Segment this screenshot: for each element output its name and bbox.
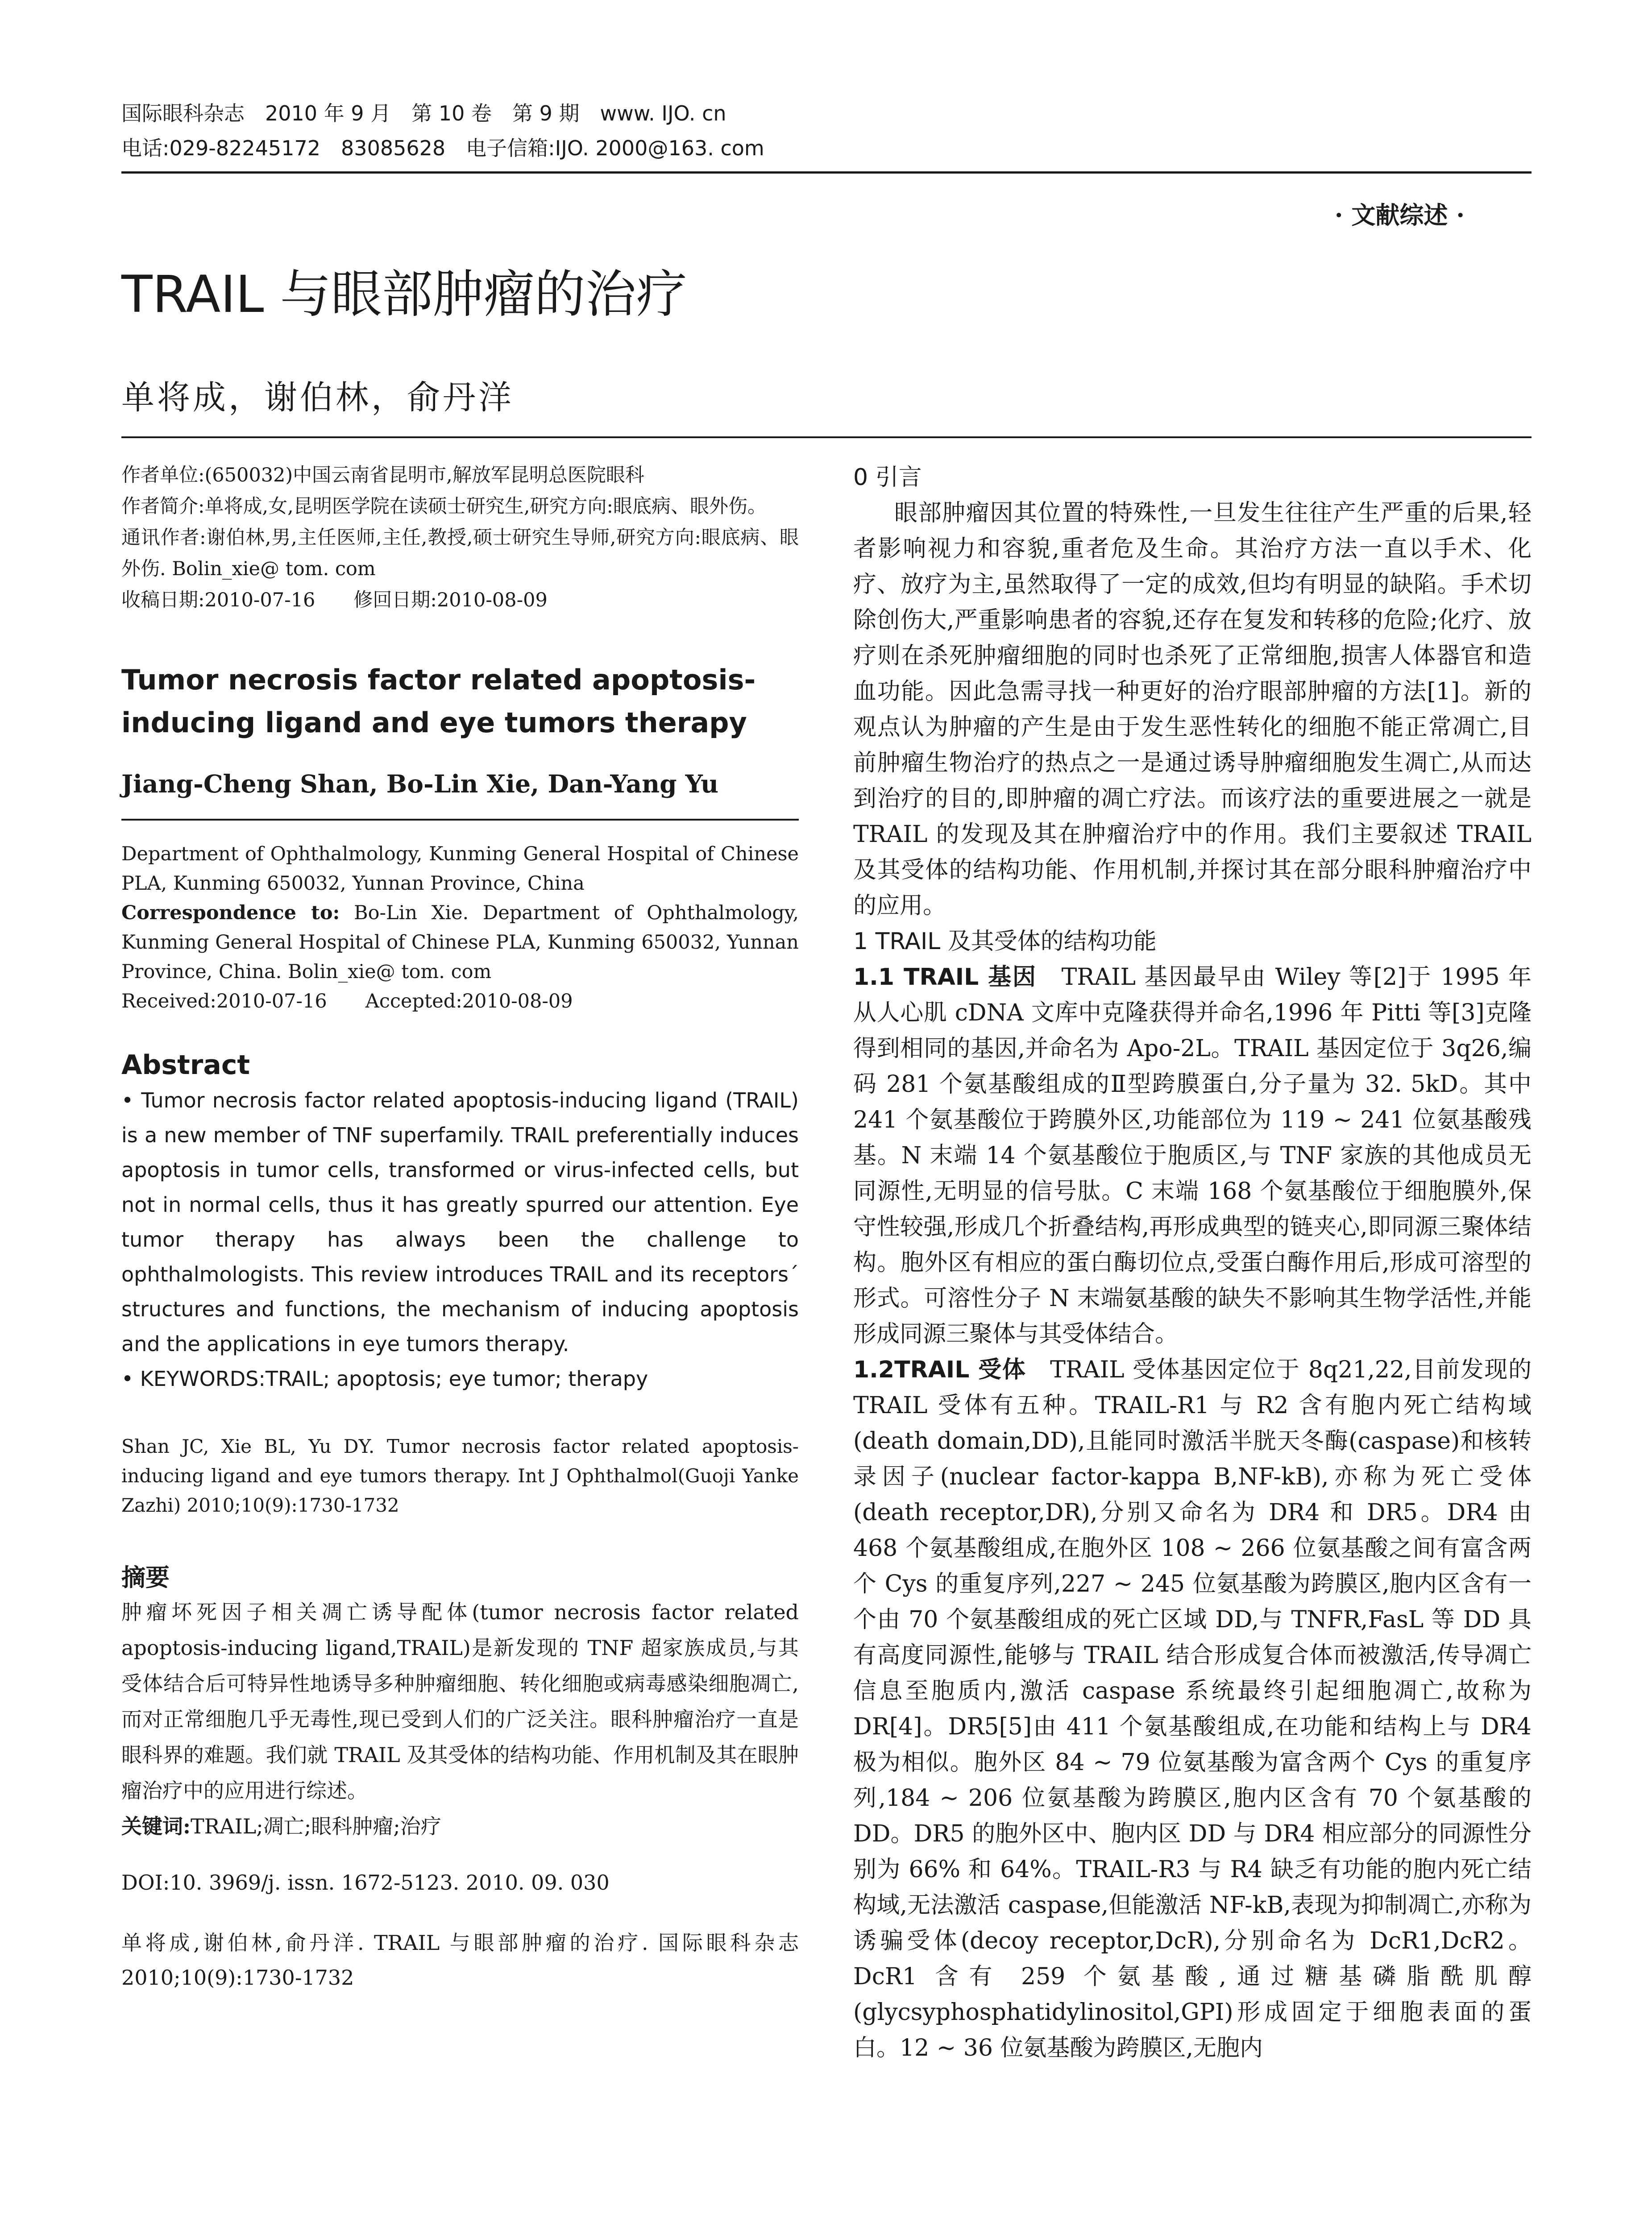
header-rule [121, 171, 1532, 174]
author-affiliation: 作者单位:(650032)中国云南省昆明市,解放军昆明总医院眼科 [121, 464, 644, 486]
section-1-1-label: 1.1 TRAIL 基因 [853, 964, 1037, 991]
correspondence-label: Correspondence to: [121, 902, 340, 924]
right-column [853, 460, 1532, 2066]
zh-keywords [121, 1808, 799, 1844]
citation-zh: 单将成,谢伯林,俞丹洋. TRAIL 与眼部肿瘤的治疗. 国际眼科杂志 2010;10(9):1730-1732 [121, 1931, 799, 1990]
zh-abstract-heading: 摘要 [121, 1563, 170, 1592]
received-dates-zh: 收稿日期:2010-07-16 修回日期:2010-08-09 [121, 589, 548, 611]
author-profile: 作者简介:单将成,女,昆明医学院在读硕士研究生,研究方向:眼底病、眼外伤。 [121, 495, 767, 518]
title-rule [121, 436, 1532, 438]
section-1-2-label: 1.2TRAIL 受体 [853, 1356, 1026, 1383]
doi: DOI:10. 3969/j. issn. 1672-5123. 2010. 09. 030 [121, 1870, 610, 1895]
intro-heading: 0 引言 [853, 464, 922, 491]
section-1-1 [853, 959, 1532, 1352]
english-title: Tumor necrosis factor related apoptosis-inducing ligand and eye tumors therapy [121, 663, 756, 739]
department: Department of Ophthalmology, Kunming General Hospital of Chinese PLA, Kunming 650032, Yunnan Province, China [121, 843, 799, 895]
abstract-heading: Abstract [121, 1049, 250, 1081]
article-authors: 单将成，谢伯林，俞丹洋 [121, 378, 514, 417]
zh-keywords-text: TRAIL;凋亡;眼科肿瘤;治疗 [190, 1814, 441, 1838]
citation-en: Shan JC, Xie BL, Yu DY. Tumor necrosis factor related apoptosis-inducing ligand and eye tumors therapy. Int J Ophthalmol(Guoji Yanke Zazhi) 2010;10(9):1730-1732 [121, 1435, 799, 1516]
corresponding-author: 通讯作者:谢伯林,男,主任医师,主任,教授,硕士研究生导师,研究方向:眼底病、眼外伤. Bolin_xie@ tom. com [121, 527, 799, 580]
intro-paragraph: 眼部肿瘤因其位置的特殊性,一旦发生往往产生严重的后果,轻者影响视力和容貌,重者危及生命。其治疗方法一直以手术、化疗、放疗为主,虽然取得了一定的成效,但均有明显的缺陷。手术切除创伤大,严重影响患者的容貌,还存在复发和转移的危险;化疗、放疗则在杀死肿瘤细胞的同时也杀死了正常细胞,损害人体器官和造血功能。因此急需寻找一种更好的治疗眼部肿瘤的方法[1]。新的观点认为肿瘤的产生是由于发生恶性转化的细胞不能正常凋亡,目前肿瘤生物治疗的热点之一是通过诱导肿瘤细胞发生凋亡,从而达到治疗的目的,即肿瘤的凋亡疗法。而该疗法的重要进展之一就是 TRAIL 的发现及其在肿瘤治疗中的作用。我们主要叙述 TRAIL 及其受体的结构功能、作用机制,并探讨其在部分眼科肿瘤治疗中的应用。 [853, 500, 1532, 919]
section-tag: · 文献综述 · [1334, 201, 1465, 229]
journal-header-line2: 电话:029-82245172 83085628 电子信箱:IJO. 2000@163. com [121, 136, 764, 160]
article-title: TRAIL 与眼部肿瘤的治疗 [121, 265, 687, 324]
correspondence [121, 898, 799, 987]
section-1-1-text: TRAIL 基因最早由 Wiley 等[2]于 1995 年从人心肌 cDNA 文库中克隆获得并命名,1996 年 Pitti 等[3]克隆得到相同的基因,并命名为 Apo-2L。TRAIL 基因定位于 3q26,编码 281 个氨基酸组成的Ⅱ型跨膜蛋白,分子量为 32. 5kD。其中 241 个氨基酸位于跨膜外区,功能部位为 119 ~ 241 位氨基酸残基。N 末端 14 个氨基酸位于胞质区,与 TNF 家族的其他成员无同源性,无明显的信号肽。C 末端 168 个氨基酸位于细胞膜外,保守性较强,形成几个折叠结构,再形成典型的链夹心,即同源三聚体结构。胞外区有相应的蛋白酶切位点,受蛋白酶作用后,形成可溶型的形式。可溶性分子 N 末端氨基酸的缺失不影响其生物学活性,并能形成同源三聚体与其受体结合。 [853, 964, 1532, 1348]
section-1-2-text: TRAIL 受体基因定位于 8q21,22,目前发现的 TRAIL 受体有五种。TRAIL-R1 与 R2 含有胞内死亡结构域(death domain,DD),且能同时激活半胱天冬酶(caspase)和核转录因子(nuclear factor-kappa B,NF-kB),亦称为死亡受体(death receptor,DR),分别又命名为 DR4 和 DR5。DR4 由 468 个氨基酸组成,在胞外区 108 ~ 266 位氨基酸之间有富含两个 Cys 的重复序列,227 ~ 245 位氨基酸为跨膜区,胞内区含有一个由 70 个氨基酸组成的死亡区域 DD,与 TNFR,FasL 等 DD 具有高度同源性,能够与 TRAIL 结合形成复合体而被激活,传导凋亡信息至胞质内,激活 caspase 系统最终引起细胞凋亡,故称为 DR[4]。DR5[5]由 411 个氨基酸组成,在功能和结构上与 DR4 极为相似。胞外区 84 ~ 79 位氨基酸为富含两个 Cys 的重复序列,184 ~ 206 位氨基酸为跨膜区,胞内区含有 70 个氨基酸的 DD。DR5 的胞外区中、胞内区 DD 与 DR4 相应部分的同源性分别为 66% 和 64%。TRAIL-R3 与 R4 缺乏有功能的胞内死亡结构域,无法激活 caspase,但能激活 NF-kB,表现为抑制凋亡,亦称为诱骗受体(decoy receptor,DcR),分别命名为 DcR1,DcR2。DcR1 含有 259 个氨基酸,通过糖基磷脂酰肌醇(glycsyphosphatidylinositol,GPI)形成固定于细胞表面的蛋白。12 ~ 36 位氨基酸为跨膜区,无胞内 [853, 1356, 1532, 2061]
abstract-text: • Tumor necrosis factor related apoptosis-inducing ligand (TRAIL) is a new member of TNF superfamily. TRAIL preferentially induces apoptosis in tumor cells, transformed or virus-infected cells, but not in normal cells, thus it has greatly spurred our attention. Eye tumor therapy has always been the challenge to ophthalmologists. This review introduces TRAIL and its receptors´ structures and functions, the mechanism of inducing apoptosis and the applications in eye tumors therapy. [121, 1088, 799, 1356]
english-authors: Jiang-Cheng Shan, Bo-Lin Xie, Dan-Yang Yu [121, 769, 799, 821]
left-column [121, 460, 799, 1995]
keywords-en: • KEYWORDS:TRAIL; apoptosis; eye tumor; therapy [121, 1367, 648, 1391]
zh-keywords-label: 关键词: [121, 1814, 191, 1838]
received-dates-en: Received:2010-07-16 Accepted:2010-08-09 [121, 990, 573, 1012]
zh-abstract-text: 肿瘤坏死因子相关凋亡诱导配体(tumor necrosis factor related apoptosis-inducing ligand,TRAIL)是新发现的 TNF 超家族成员,与其受体结合后可特异性地诱导多种肿瘤细胞、转化细胞或病毒感染细胞凋亡,而对正常细胞几乎无毒性,现已受到人们的广泛关注。眼科肿瘤治疗一直是眼科界的难题。我们就 TRAIL 及其受体的结构功能、作用机制及其在眼肿瘤治疗中的应用进行综述。 [121, 1600, 799, 1803]
section-1-heading: 1 TRAIL 及其受体的结构功能 [853, 928, 1157, 955]
correspondence-text: Bo-Lin Xie. Department of Ophthalmology, Kunming General Hospital of Chinese PLA, Kunming 650032, Yunnan Province, China. Bolin_xie@ tom. com [121, 902, 799, 983]
section-1-2 [853, 1352, 1532, 2066]
journal-header-line1: 国际眼科杂志 2010 年 9 月 第 10 卷 第 9 期 www. IJO. cn [121, 101, 726, 125]
